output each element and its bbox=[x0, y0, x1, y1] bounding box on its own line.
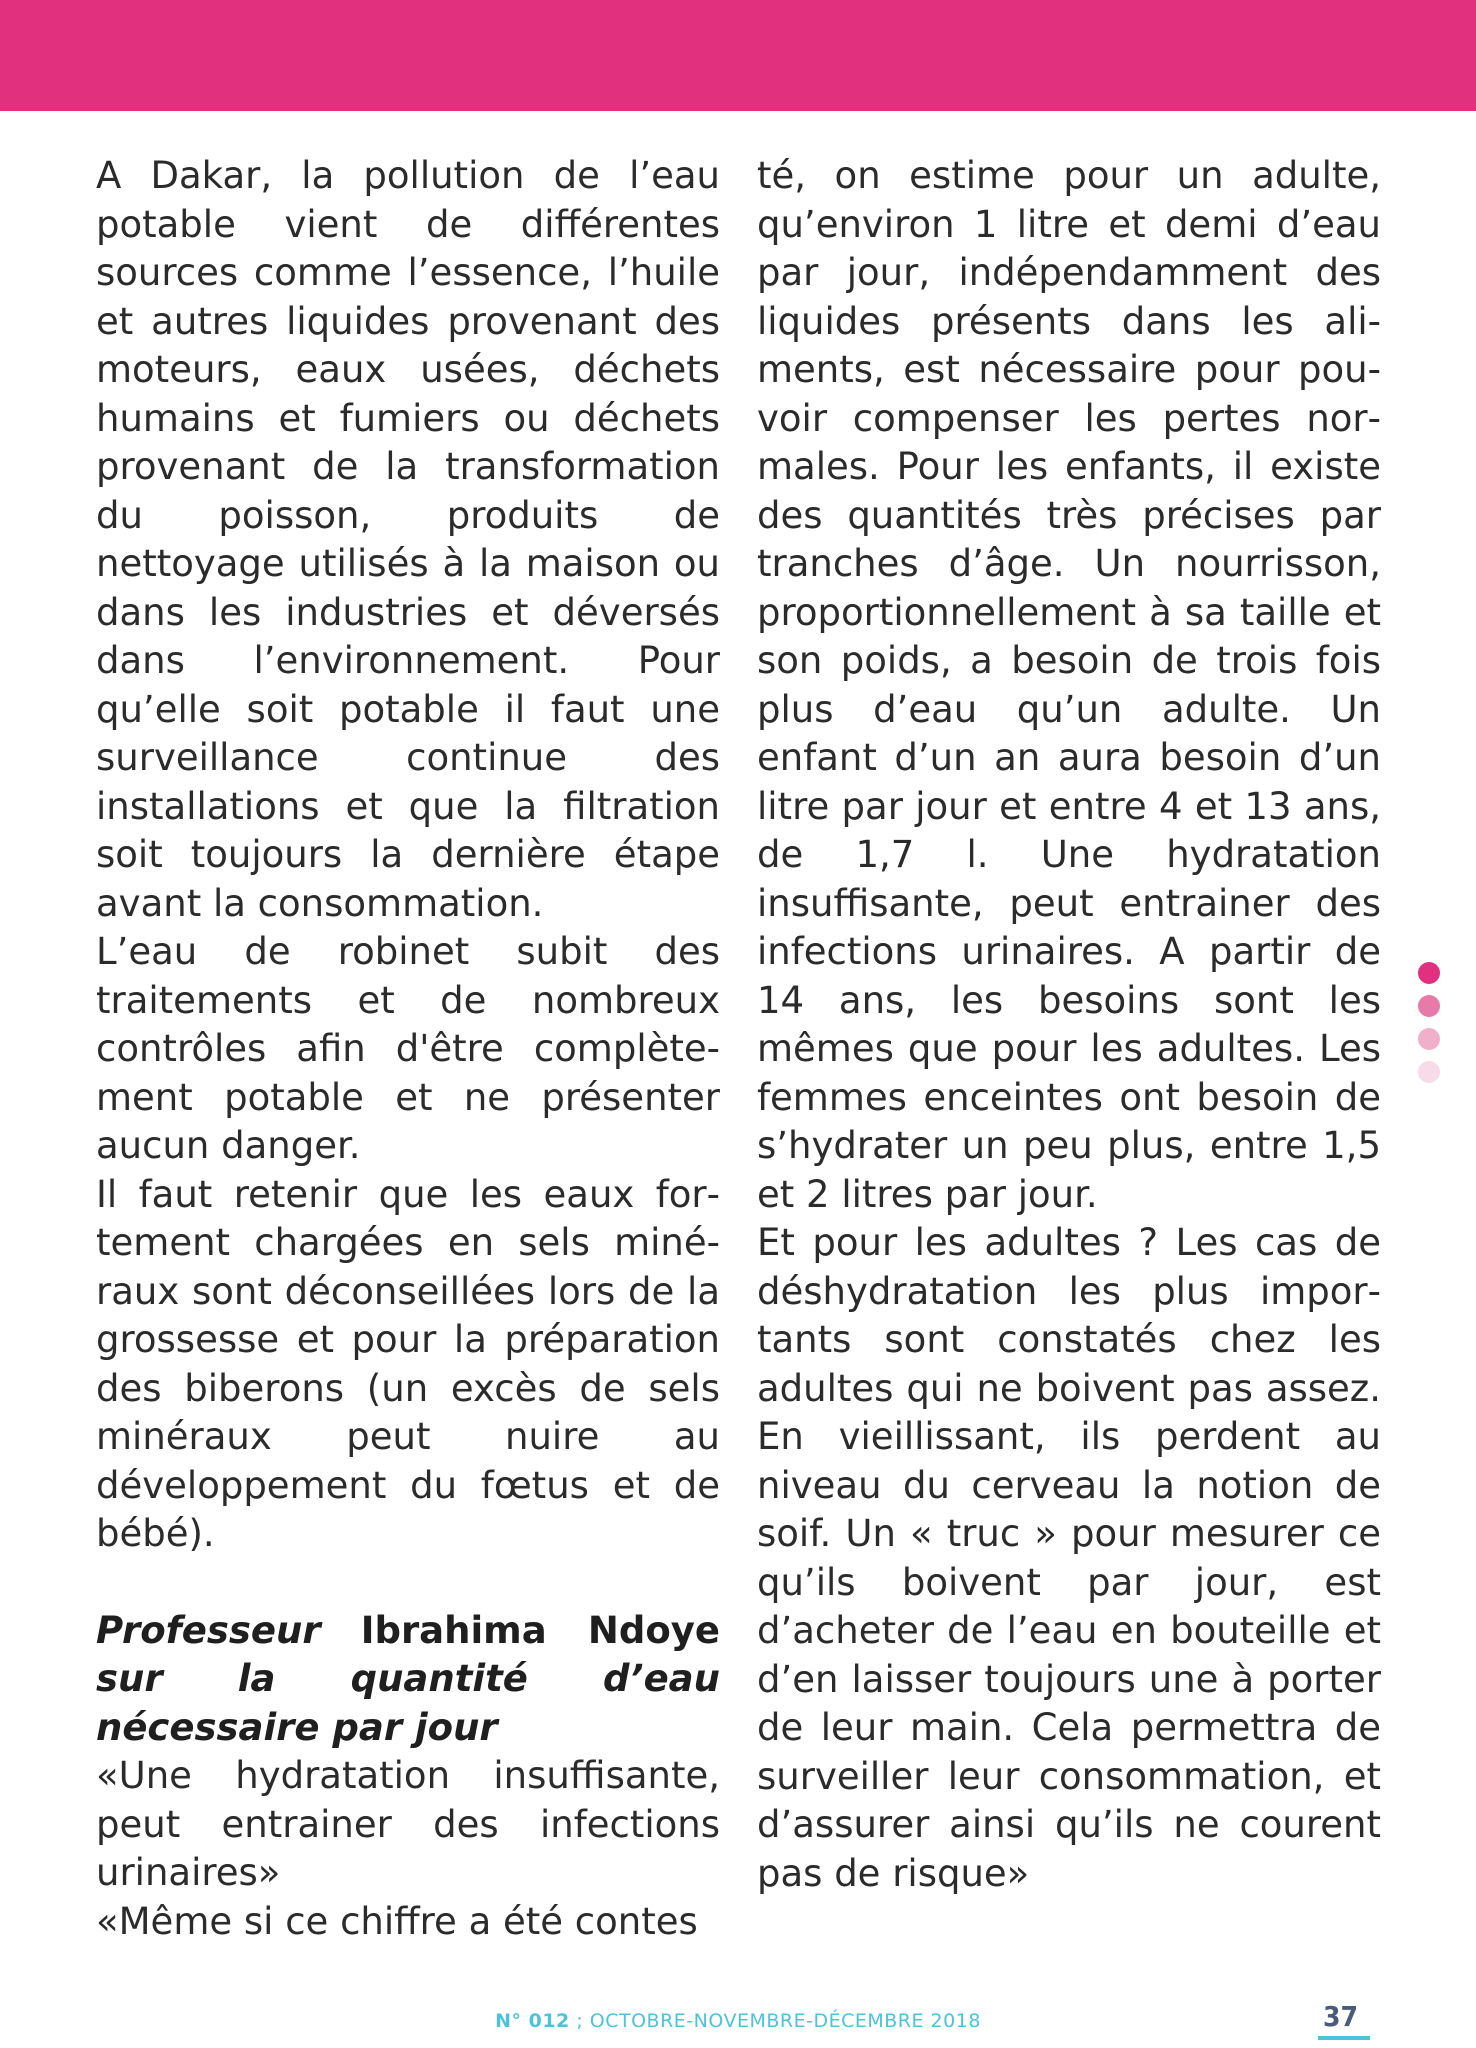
footer-separator: ; bbox=[569, 2010, 590, 2032]
heading-prefix: Professeur bbox=[96, 1608, 321, 1652]
header-color-band bbox=[0, 0, 1476, 111]
paragraph-spacer bbox=[96, 1559, 720, 1607]
paragraph-mineral-salts: Il faut retenir que les eaux fortement chargées en sels minéraux sont déconseillées lors de la grossesse et pour la préparation des biberons (un excès de sels minéraux peut nuire au développement du fœtus et de bébé). bbox=[96, 1172, 720, 1555]
paragraph-daily-needs: té, on estime pour un adulte, qu’environ 1 litre et demi d’eau par jour, indépendamment des liquides présents dans les aliments, est nécessaire pour pouvoir compenser les pertes normales. Pour les enfants, il existe des quantités très précises par tranches d’âge. Un nourrisson, proportionnellement à sa taille et son poids, a besoin de trois fois plus d’eau qu’un adulte. Un enfant d’un an aura besoin d’un litre par jour et entre 4 et 13 ans, de 1,7 l. Une hydratation insuffisante, peut entrainer des infections urinaires. A partir de 14 ans, les besoins sont les mêmes que pour les adultes. Les femmes enceintes ont besoin de s’hydrater un peu plus, entre 1,5 et 2 litres par jour. bbox=[757, 154, 1381, 1216]
paragraph-tap-water: L’eau de robinet subit des traitements et de nombreux contrôles afin d'être complètement potable et ne présenter aucun danger. bbox=[96, 930, 720, 1167]
section-heading bbox=[96, 1607, 720, 1753]
issue-number: N° 012 bbox=[495, 2010, 570, 2032]
dot-2 bbox=[1418, 995, 1440, 1017]
heading-name: Ibrahima Ndoye bbox=[360, 1608, 720, 1652]
dot-4 bbox=[1418, 1061, 1440, 1083]
paragraph-pollution: A Dakar, la pollution de l’eau potable vient de différentes sources comme l’essence, l’huile et autres liquides provenant des moteurs, eaux usées, déchets humains et fumiers ou déchets provenant de la transformation du poisson, produits de nettoyage utilisés à la maison ou dans les industries et déversés dans l’environnement. Pour qu’elle soit potable il faut une surveillance continue des installations et que la filtration soit toujours la dernière étape avant la consommation. bbox=[96, 154, 720, 925]
footer-issue-info bbox=[0, 2010, 1476, 2032]
issue-period: OCTOBRE-NOVEMBRE-DÉCEMBRE 2018 bbox=[589, 2010, 981, 2032]
paragraph-adults: Et pour les adultes ? Les cas de déshydratation les plus importants sont constatés chez les adultes qui ne boivent pas assez. En vieillissant, ils perdent au niveau du cerveau la notion de soif. Un « truc » pour mesurer ce qu’ils boivent par jour, est d’acheter de l’eau en bouteille et d’en laisser toujours une à porter de leur main. Cela permettra de surveiller leur consommation, et d’assurer ainsi qu’ils ne courent pas de risque» bbox=[757, 1221, 1381, 1895]
dot-1 bbox=[1418, 962, 1440, 984]
page-number: 37 bbox=[1323, 2000, 1359, 2033]
left-column bbox=[96, 152, 720, 1946]
interview-quote-start: «Même si ce chiffre a été contes bbox=[96, 1899, 698, 1943]
dot-3 bbox=[1418, 1028, 1440, 1050]
pull-quote: «Une hydratation insuffisante, peut entrainer des infections urinaires» bbox=[96, 1754, 720, 1894]
heading-suffix: sur la quantité d’eau nécessaire par jour bbox=[96, 1657, 720, 1749]
right-column bbox=[757, 152, 1381, 1898]
decorative-dots bbox=[1418, 962, 1444, 1094]
page-number-underline bbox=[1318, 2036, 1370, 2040]
